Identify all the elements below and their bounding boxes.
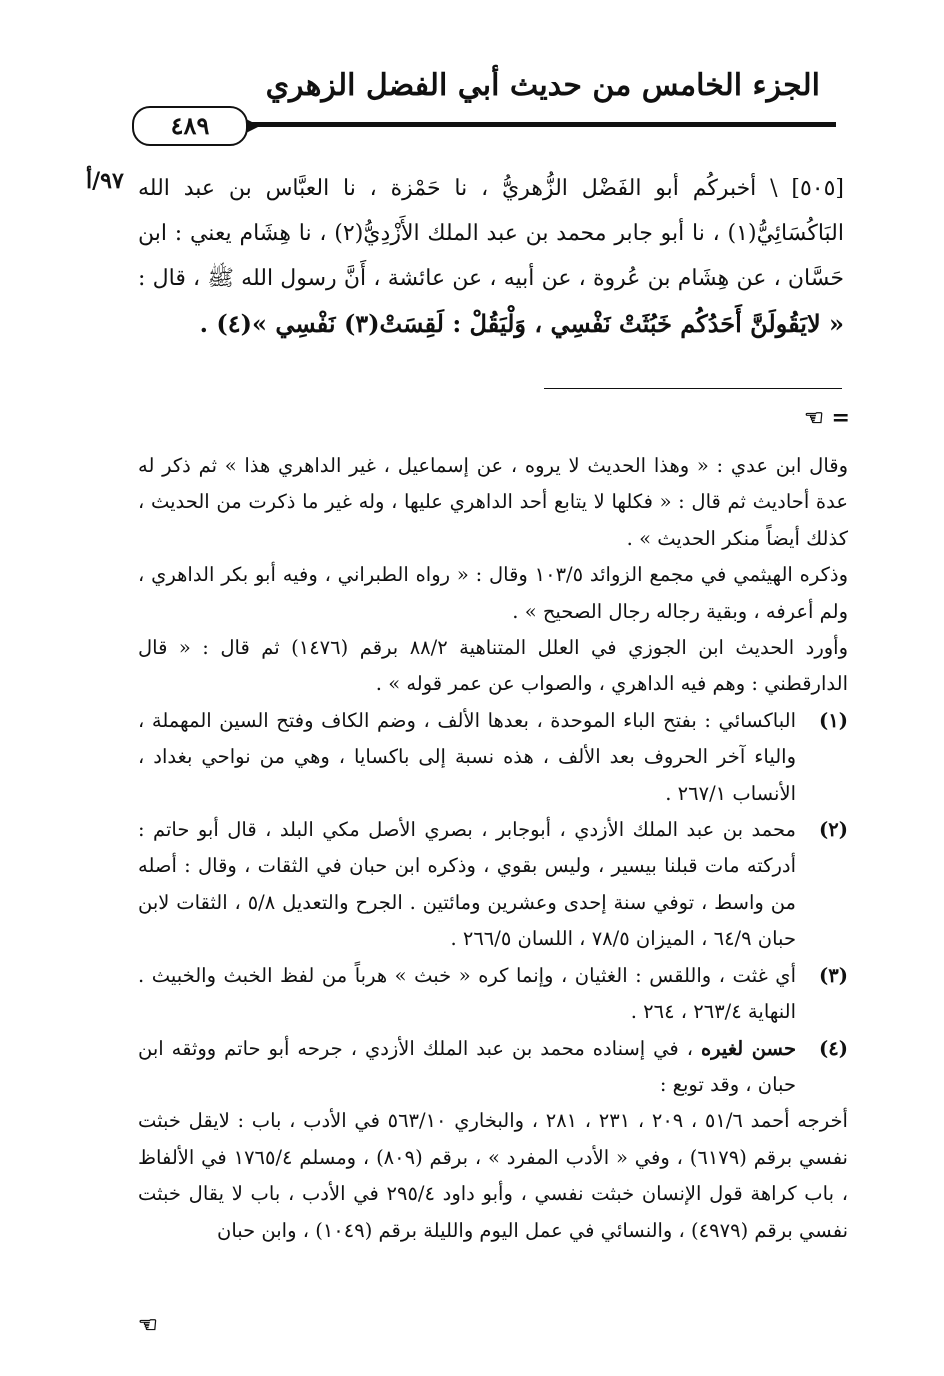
- footnote-separator: [544, 388, 842, 389]
- page-continues-mark: ☜: [138, 1312, 158, 1338]
- takhrij-paragraph: أخرجه أحمد ٥١/٦ ، ٢٠٩ ، ٢٣١ ، ٢٨١ ، والبخاري ٥٦٣/١٠ في الأدب ، باب : لايقل خبثت نفسي برقم (٦١٧٩) ، وفي « الأدب المفرد » ، برقم (٨٠٩) ، ومسلم ١٧٦٥/٤ في الألفاظ ، باب كراهة قول الإنسان خبثت نفسي ، وأبو داود ٢٩٥/٤ في الأدب ، باب لا يقال خبثت نفسي برقم (٤٩٧٩) ، والنسائي في عمل اليوم والليلة برقم (١٠٤٩) ، وابن حبان: [138, 1109, 848, 1242]
- header-rule: [230, 122, 836, 127]
- footnote-number: (٤): [819, 1036, 848, 1060]
- footnote-number: (٢): [819, 818, 848, 842]
- footnote-text: ، في إسناده محمد بن عبد الملك الأزدي ، جرحه أبو حاتم ووثقه ابن حبان ، وقد توبع :: [138, 1036, 796, 1096]
- grading-label: حسن لغيره: [700, 1036, 797, 1060]
- footnote-text: أي غثت ، واللقس : الغثيان ، وإنما كره « خبث » هرباً من لفظ الخبث والخبيث . النهاية ٢٦٣/٤ ، ٢٦٤ .: [138, 963, 796, 1024]
- footnote-number: (٣): [819, 963, 848, 987]
- footnote-2: [138, 812, 848, 958]
- footnote-text: الباكسائي : بفتح الباء الموحدة ، بعدها الألف ، وضم الكاف وفتح السين المهملة ، والياء آخر الحروف بعد الألف ، هذه نسبة إلى باكسايا ، وهي من نواحي بغداد ، الأنساب ٢٦٧/١ .: [138, 708, 796, 805]
- footnote-4: [138, 1031, 848, 1104]
- note-paragraph: وقال ابن عدي : « وهذا الحديث لا يروه ، عن إسماعيل ، غير الداهري هذا » ثم ذكر له عدة أحاديث ثم قال : « فكلها لا يتابع أحد الداهري عليها ، وله غير ما ذكرت من الحديث ، كذلك أيضاً منكر الحديث » .: [138, 454, 848, 550]
- note-paragraph: وأورد الحديث ابن الجوزي في العلل المتناهية ٨٨/٢ برقم (١٤٧٦) ثم قال : « قال الدارقطني : وهم فيه الداهري ، والصواب عن عمر قوله » .: [138, 636, 849, 696]
- page-number: ٤٨٩: [132, 106, 248, 146]
- running-title: الجزء الخامس من حديث أبي الفضل الزهري: [265, 68, 820, 103]
- note-paragraph: وذكره الهيثمي في مجمع الزوائد ١٠٣/٥ وقال : « رواه الطبراني ، وفيه أبو بكر الداهري ، ولم أعرفه ، وبقية رجاله رجال الصحيح » .: [138, 563, 848, 623]
- hadith-isnad: [٥٠٥] \ أخبركُم أبو الفَضْل الزُّهريُّ ، نا حَمْزة ، نا العبَّاس بن عبد الله البَاكُسَائِيُّ(١) ، نا أبو جابر محمد بن عبد الملك الأَزْدِيُّ(٢) ، نا هِشَام يعني : ابن حَسَّان ، عن هِشَام بن عُروة ، عن أبيه ، عن عائشة ، أَنَّ رسول الله ﷺ ، قال :: [138, 176, 844, 291]
- manuscript-folio-ref: ٩٧/أ: [86, 168, 124, 194]
- footnote-number: (١): [819, 708, 848, 732]
- footnote-text: محمد بن عبد الملك الأزدي ، أبوجابر ، بصري الأصل مكي البلد ، قال أبو حاتم : أدركته مات قبلنا بيسير ، وليس بقوي ، وذكره ابن حبان في الثقات ، وقال : أصله من واسط ، توفي سنة إحدى وعشرين ومائتين . الجرح والتعديل ٥/٨ ، الثقات لابن حبان ٦٤/٩ ، الميزان ٧٨/٥ ، اللسان ٢٦٦/٥ .: [138, 818, 796, 951]
- footnote-1: [138, 703, 848, 812]
- footnote-3: [138, 958, 848, 1031]
- continuation-mark: = ☜: [804, 405, 850, 431]
- footnotes-section: [138, 448, 848, 1249]
- hadith-matn: « لايَقُولَنَّ أَحَدُكُم خَبُثَتْ نَفْسِي ، وَلْيَقُلْ : لَقِسَتْ(٣) نَفْسِي »(٤) .: [199, 309, 844, 338]
- hadith-text: [138, 166, 844, 348]
